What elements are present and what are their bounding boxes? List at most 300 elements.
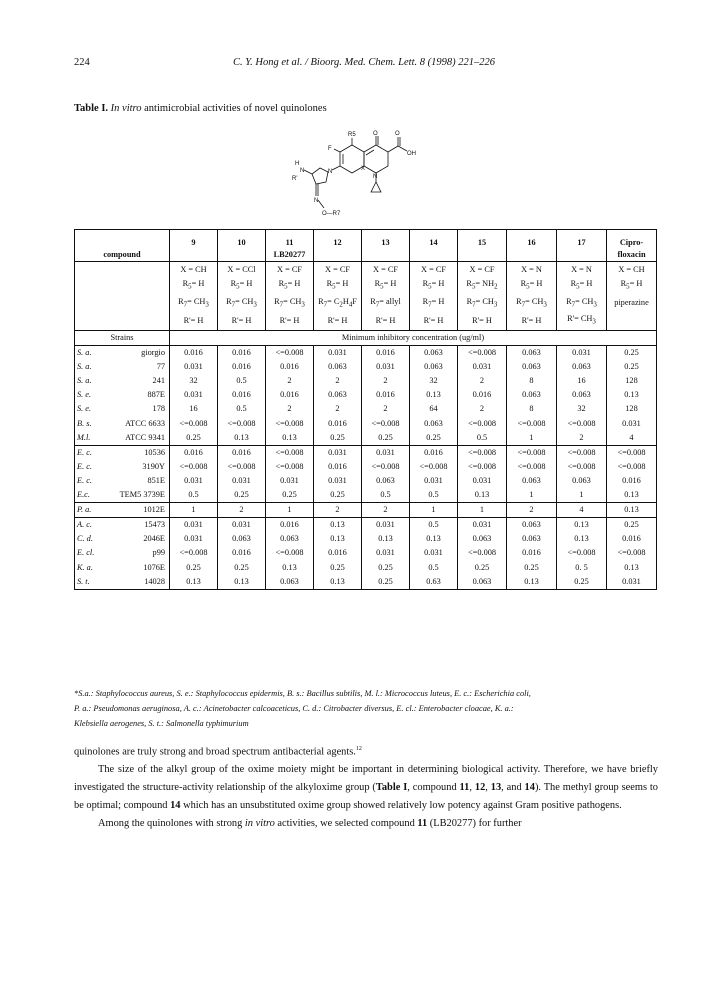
mic-value: 0.031	[362, 360, 410, 374]
mic-value: 0.25	[314, 431, 362, 446]
mic-value: 0.016	[266, 360, 314, 374]
mic-value: 0.13	[314, 532, 362, 546]
strain-species: C. d.	[77, 534, 93, 544]
mic-value: 0.25	[218, 488, 266, 503]
strain-code: 3190Y	[142, 461, 165, 471]
mic-value: 0.5	[218, 402, 266, 416]
mic-value: 0.25	[170, 560, 218, 574]
strain-code: 15473	[144, 520, 165, 530]
substituent-cell: X = N	[507, 262, 557, 278]
compound-ref: 11	[417, 817, 428, 829]
paragraph-text: ,	[469, 782, 475, 794]
substituent-cell: $R_7= CH_3$	[557, 295, 607, 313]
mic-value: <=0.008	[170, 460, 218, 474]
substituent-cell	[607, 312, 657, 330]
strain-code: ATCC 9341	[125, 432, 165, 442]
mic-value: 0.016	[218, 388, 266, 402]
mic-value: 0.016	[266, 388, 314, 402]
mic-value: <=0.008	[458, 417, 507, 431]
table-cell	[75, 295, 170, 313]
compound-header-cell	[458, 230, 507, 262]
mic-value: 0.25	[507, 560, 557, 574]
mic-value: 0.063	[507, 346, 557, 361]
strain-code: 10536	[144, 447, 165, 457]
substituent-cell: R'= H	[218, 312, 266, 330]
compound-code	[557, 249, 606, 261]
table-row	[75, 474, 657, 488]
mic-value: <=0.008	[218, 460, 266, 474]
mic-value: 0.13	[557, 532, 607, 546]
mic-value: 0.031	[458, 360, 507, 374]
mic-value: 0.016	[314, 460, 362, 474]
mic-value: 32	[557, 402, 607, 416]
mic-value: 0.25	[362, 560, 410, 574]
table-row	[75, 431, 657, 446]
reference-12: 12	[355, 746, 362, 752]
mic-value: 2	[507, 503, 557, 518]
strain-cell	[75, 532, 170, 546]
mic-value: 2	[266, 374, 314, 388]
substituent-row	[75, 312, 657, 330]
mic-value: 0.031	[266, 474, 314, 488]
table-row	[75, 445, 657, 460]
mic-value: 2	[362, 374, 410, 388]
label-oh: OH	[407, 151, 416, 157]
strain-species: S. a.	[77, 376, 92, 386]
mic-value: 0.031	[170, 474, 218, 488]
mic-value: 0.063	[507, 360, 557, 374]
substituent-cell: X = CCl	[218, 262, 266, 278]
mic-value: 0.031	[557, 346, 607, 361]
paragraph	[74, 815, 658, 833]
mic-value: <=0.008	[607, 546, 657, 560]
compound-header-cell	[507, 230, 557, 262]
substituent-row	[75, 277, 657, 295]
label-r5: R5	[348, 132, 356, 138]
mic-value: 4	[557, 503, 607, 518]
substituent-cell: $R_7= CH_3$	[507, 295, 557, 313]
compound-ref: 11	[459, 782, 470, 794]
mic-value: <=0.008	[507, 445, 557, 460]
mic-value: 0.5	[458, 431, 507, 446]
mic-value: 0.25	[557, 575, 607, 590]
substituent-cell: $R_5= H$	[314, 277, 362, 295]
strain-cell	[75, 388, 170, 402]
strains-header-row	[75, 330, 657, 345]
strain-cell	[75, 374, 170, 388]
mic-value: 0.063	[458, 532, 507, 546]
label-n-amine: N	[300, 168, 305, 174]
substituent-cell: R'= H	[362, 312, 410, 330]
mic-value: 0.016	[218, 546, 266, 560]
substituent-cell: $R_7= H$	[410, 295, 458, 313]
compound-code	[314, 249, 361, 261]
mic-value: 0.031	[458, 518, 507, 533]
mic-value: <=0.008	[362, 417, 410, 431]
mic-value: 0.13	[607, 560, 657, 574]
compound-header-cell	[362, 230, 410, 262]
mic-value: 16	[557, 374, 607, 388]
mic-value: <=0.008	[170, 417, 218, 431]
mic-value: 0. 5	[557, 560, 607, 574]
mic-value: 1	[266, 503, 314, 518]
mic-value: 0.031	[607, 575, 657, 590]
table-row	[75, 503, 657, 518]
mic-value: 0.13	[218, 575, 266, 590]
strain-code: 1012E	[143, 505, 165, 515]
strain-cell	[75, 503, 170, 518]
mic-value: 0.25	[170, 431, 218, 446]
mic-value: 0.031	[362, 546, 410, 560]
mic-value: <=0.008	[266, 546, 314, 560]
substituent-cell: X = CH	[170, 262, 218, 278]
mic-value: 1	[507, 431, 557, 446]
strain-code: TEM5 3739E	[119, 490, 165, 500]
mic-value: 128	[607, 374, 657, 388]
strain-species: S. a.	[77, 348, 92, 358]
mic-value: 0.13	[557, 518, 607, 533]
mic-value: 0.031	[314, 346, 362, 361]
mic-value: 0.063	[314, 360, 362, 374]
caption-text: antimicrobial activities of novel quinolones	[144, 103, 327, 114]
mic-value: <=0.008	[607, 445, 657, 460]
strain-code: 178	[152, 404, 165, 414]
compound-code: LB20277	[273, 250, 306, 259]
label-h: H	[295, 161, 300, 167]
compound-header-cell	[218, 230, 266, 262]
mic-value: 0.063	[218, 532, 266, 546]
strain-species: A. c.	[77, 520, 92, 530]
substituent-cell: $R_5= H$	[410, 277, 458, 295]
mic-value: 0.016	[507, 546, 557, 560]
substituent-cell: $R_7= CH_3$	[266, 295, 314, 313]
compound-header-cell	[266, 230, 314, 262]
substituent-cell: X = CF	[410, 262, 458, 278]
compound-number: 17	[577, 238, 586, 247]
strain-species: S. e.	[77, 390, 92, 400]
mic-value: 0.031	[314, 474, 362, 488]
label-f: F	[328, 146, 332, 152]
mic-value: 0.063	[458, 575, 507, 590]
substituent-cell: $R_5= H$	[362, 277, 410, 295]
substituent-cell: X = N	[557, 262, 607, 278]
mic-value: 64	[410, 402, 458, 416]
paragraph-text: , compound	[407, 782, 460, 794]
substituent-cell: X = CF	[362, 262, 410, 278]
label-x: X	[361, 166, 366, 172]
strain-species: B. s.	[77, 418, 92, 428]
mic-value: 2	[266, 402, 314, 416]
strain-species: P. a.	[77, 505, 92, 515]
mic-header: Minimum inhibitory concentration (ug/ml)	[170, 330, 657, 345]
mic-value: 1	[410, 503, 458, 518]
paragraph-text: which has an unsubstituted oxime group showed relatively low potency against Gram positive pathogens.	[180, 799, 622, 811]
mic-value: <=0.008	[410, 460, 458, 474]
paragraph-text: quinolones are truly strong and broad spectrum antibacterial agents.	[74, 746, 356, 758]
mic-value: 0.25	[458, 560, 507, 574]
strain-cell	[75, 360, 170, 374]
mic-value: 0.063	[314, 388, 362, 402]
strain-species: K. a.	[77, 562, 93, 572]
strain-cell	[75, 518, 170, 533]
mic-value: 0.13	[410, 532, 458, 546]
mic-value: 0.13	[314, 575, 362, 590]
label-n-ring: N	[328, 169, 333, 175]
mic-value: 0.25	[266, 488, 314, 503]
mic-value: 1	[170, 503, 218, 518]
substituent-cell: $R_5= NH_2$	[458, 277, 507, 295]
mic-value: <=0.008	[170, 546, 218, 560]
mic-value: 16	[170, 402, 218, 416]
mic-value: <=0.008	[362, 460, 410, 474]
footnote-line: *S.a.: Staphylococcus aureus, S. e.: Staphylococcus epidermis, B. s.: Bacillus subtilis, M. l.: Micrococcus luteus, E. c.: Escherichia coli,	[74, 689, 531, 698]
mic-value: 1	[507, 488, 557, 503]
mic-value: 0.016	[314, 546, 362, 560]
mic-value: 0.25	[362, 575, 410, 590]
substituent-row	[75, 295, 657, 313]
compound-number: 16	[527, 238, 536, 247]
paragraph-text: The size of the alkyl group of the oxime moiety might be important in determining biological activity. Therefore, we have briefly investigated the structure-activity relationship of the alkyloxime group (	[74, 764, 658, 794]
substituent-cell: X = CF	[266, 262, 314, 278]
table-row	[75, 532, 657, 546]
running-head	[74, 57, 654, 73]
mic-value: 2	[314, 374, 362, 388]
mic-value: 1	[557, 488, 607, 503]
mic-value: 0.13	[314, 518, 362, 533]
substituent-cell: $R_5= H$	[607, 277, 657, 295]
mic-value: 2	[362, 503, 410, 518]
mic-value: 0.063	[557, 360, 607, 374]
strain-code: p99	[152, 548, 165, 558]
mic-value: 0.063	[266, 575, 314, 590]
label-n-oxime: N	[314, 198, 319, 204]
substituent-cell: $R_7= C_2H_4F$	[314, 295, 362, 313]
mic-value: 0.016	[362, 388, 410, 402]
compound-number: 12	[333, 238, 342, 247]
table-row	[75, 374, 657, 388]
mic-value: 0.016	[458, 388, 507, 402]
mic-value: 2	[458, 402, 507, 416]
compound-header-cell	[410, 230, 458, 262]
strain-cell	[75, 417, 170, 431]
mic-value: 0.031	[607, 417, 657, 431]
mic-value: 0.016	[170, 346, 218, 361]
substituent-cell: $R_5= H$	[218, 277, 266, 295]
mic-value: 0.016	[314, 417, 362, 431]
compound-number: 14	[429, 238, 438, 247]
mic-value: <=0.008	[218, 417, 266, 431]
mic-value: 0.031	[362, 445, 410, 460]
substituent-cell: $R'= CH_3$	[557, 312, 607, 330]
mic-value: 0.031	[362, 518, 410, 533]
substituent-cell: X = CF	[458, 262, 507, 278]
mic-value: <=0.008	[266, 417, 314, 431]
compound-code	[362, 249, 409, 261]
antimicrobial-activity-table	[74, 229, 657, 590]
strain-cell	[75, 474, 170, 488]
in-vitro-italic: in vitro	[244, 817, 275, 829]
mic-value: 0.031	[410, 546, 458, 560]
substituent-cell: $R_7=$ allyl	[362, 295, 410, 313]
mic-value: 0.25	[410, 431, 458, 446]
mic-value: 0.031	[314, 445, 362, 460]
paragraph-text: (LB20277) for further	[427, 817, 522, 829]
compound-code	[170, 249, 217, 261]
mic-value: <=0.008	[557, 546, 607, 560]
substituent-cell: $R_5= H$	[266, 277, 314, 295]
mic-value: 0.016	[362, 346, 410, 361]
compound-header-cell	[314, 230, 362, 262]
mic-value: 8	[507, 402, 557, 416]
table-cell	[75, 312, 170, 330]
mic-value: 0.25	[362, 431, 410, 446]
mic-value: 0.031	[410, 474, 458, 488]
mic-value: 0.016	[266, 518, 314, 533]
substituent-cell: $R_7= CH_3$	[170, 295, 218, 313]
strain-cell	[75, 346, 170, 361]
strain-code: 77	[156, 362, 165, 372]
strain-cell	[75, 546, 170, 560]
mic-value: 0.5	[170, 488, 218, 503]
table-cell	[75, 262, 170, 278]
mic-value: 2	[362, 402, 410, 416]
strain-cell	[75, 488, 170, 503]
paragraph	[74, 741, 658, 761]
mic-value: 0.13	[507, 575, 557, 590]
label-r-prime: R'	[292, 176, 298, 182]
caption-in-vitro: In vitro	[110, 103, 142, 114]
compound-ref: 13	[490, 782, 502, 794]
mic-value: 2	[314, 402, 362, 416]
mic-value: 0.063	[410, 346, 458, 361]
strain-code: ATCC 6633	[125, 418, 165, 428]
strain-cell	[75, 445, 170, 460]
mic-value: 0.25	[607, 360, 657, 374]
mic-value: 0.063	[266, 532, 314, 546]
table-label: Table I.	[74, 103, 109, 114]
mic-value: 0.25	[607, 518, 657, 533]
quinolone-structure-diagram	[262, 130, 462, 226]
mic-value: <=0.008	[557, 460, 607, 474]
mic-value: 0.13	[362, 532, 410, 546]
mic-value: 0.13	[266, 431, 314, 446]
substituent-cell: R'= H	[314, 312, 362, 330]
strain-species: E. c.	[77, 475, 92, 485]
body-text	[74, 741, 658, 832]
page-number: 224	[74, 57, 90, 68]
mic-value: 0.13	[410, 388, 458, 402]
substituent-cell: R'= H	[507, 312, 557, 330]
footnote-line: P. a.: Pseudomonas aeruginosa, A. c.: Acinetobacter calcoaceticus, C. d.: Citrobacter diversus, E. cl.: Enterobacter cloacae, K. a.:	[74, 704, 514, 713]
mic-value: 0.031	[218, 474, 266, 488]
compound-number: 11	[285, 238, 294, 247]
mic-value: <=0.008	[266, 445, 314, 460]
mic-value: 0.25	[314, 560, 362, 574]
mic-value: 0.063	[507, 388, 557, 402]
table-row	[75, 388, 657, 402]
strain-species: E. cl.	[77, 548, 95, 558]
strain-code: 241	[152, 376, 165, 386]
mic-value: 2	[314, 503, 362, 518]
mic-value: 0.016	[607, 474, 657, 488]
mic-value: 8	[507, 374, 557, 388]
mic-value: 0.5	[218, 374, 266, 388]
mic-value: <=0.008	[507, 417, 557, 431]
mic-value: 32	[410, 374, 458, 388]
compound-code	[458, 249, 506, 261]
mic-value: 0.031	[170, 388, 218, 402]
strain-cell	[75, 560, 170, 574]
mic-value: 128	[607, 402, 657, 416]
table-row	[75, 560, 657, 574]
mic-value: 0.063	[507, 532, 557, 546]
substituent-cell: $R_5= H$	[557, 277, 607, 295]
mic-value: 0.063	[410, 417, 458, 431]
substituent-cell: $R_5= H$	[507, 277, 557, 295]
mic-value: 4	[607, 431, 657, 446]
substituent-cell: R'= H	[266, 312, 314, 330]
table-row	[75, 417, 657, 431]
compound-header-cell	[557, 230, 607, 262]
substituent-cell: X = CH	[607, 262, 657, 278]
mic-value: <=0.008	[607, 460, 657, 474]
compound-ref: 14	[170, 799, 181, 811]
mic-value: <=0.008	[458, 460, 507, 474]
strain-species: M.l.	[77, 432, 91, 442]
compound-ref: 12	[474, 782, 486, 794]
mic-value: 0.63	[410, 575, 458, 590]
mic-value: <=0.008	[458, 445, 507, 460]
table-header-row	[75, 230, 657, 262]
mic-value: 0.13	[607, 488, 657, 503]
footnote-line: Klebsiella aerogenes, S. t.: Salmonella typhimurium	[74, 719, 249, 728]
label-o-ketone: O	[373, 131, 378, 137]
strains-header: Strains	[75, 330, 170, 345]
paragraph-text: Among the quinolones with strong	[98, 817, 245, 829]
table-row	[75, 575, 657, 590]
strain-species: S. e.	[77, 404, 92, 414]
strain-species: E. c.	[77, 447, 92, 457]
table-footnote	[74, 686, 656, 731]
mic-value: 0.5	[410, 518, 458, 533]
substituent-cell: piperazine	[607, 295, 657, 313]
mic-value: 0.5	[410, 560, 458, 574]
mic-value: 0.5	[362, 488, 410, 503]
mic-value: 0.13	[607, 388, 657, 402]
compound-code	[507, 249, 556, 261]
mic-value: 0.031	[458, 474, 507, 488]
compound-ref: 14	[524, 782, 535, 794]
substituent-cell: R'= H	[410, 312, 458, 330]
mic-value: 0.063	[557, 474, 607, 488]
substituent-cell: $R_7= CH_3$	[458, 295, 507, 313]
table-cell	[75, 277, 170, 295]
mic-value: 0.063	[507, 518, 557, 533]
substituent-cell: R'= H	[170, 312, 218, 330]
strain-species: E.c.	[77, 490, 90, 500]
substituent-cell: $R_7= CH_3$	[218, 295, 266, 313]
mic-value: <=0.008	[458, 346, 507, 361]
mic-value: 0.13	[266, 560, 314, 574]
compound-number: 13	[381, 238, 390, 247]
mic-value: 0.016	[218, 360, 266, 374]
strain-cell	[75, 575, 170, 590]
substituent-cell: $R_5= H$	[170, 277, 218, 295]
mic-value: 32	[170, 374, 218, 388]
mic-value: <=0.008	[266, 460, 314, 474]
table-row	[75, 360, 657, 374]
mic-value: 0.016	[218, 445, 266, 460]
